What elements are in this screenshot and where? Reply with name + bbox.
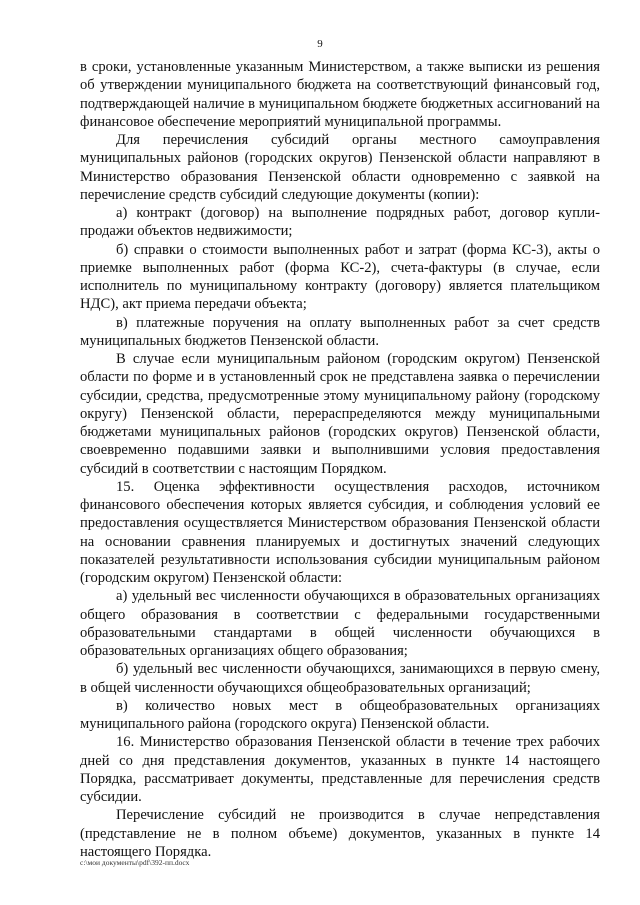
paragraph-7: 15. Оценка эффективности осуществления расходов, источником финансового обеспечения которых является субсидия, и соблюдения условий ее предоставления осуществляется Министерством образования Пензенской области на основании сравнения планируемых и достигнутых значений следующих показателей результативности использования субсидии муниципальным районом (городским округом) Пензенской области: [80, 478, 600, 586]
paragraph-8: а) удельный вес численности обучающихся в образовательных организациях общего образования в соответствии с федеральными государственными образовательными стандартами в общей численности обучающихся в образовательных организациях общего образования; [80, 588, 600, 659]
paragraph-11: 16. Министерство образования Пензенской области в течение трех рабочих дней со дня представления документов, указанных в пункте 14 настоящего Порядка, рассматривает документы, представленные для перечисления средств субсидии. [80, 734, 600, 805]
paragraph-9: б) удельный вес численности обучающихся, занимающихся в первую смену, в общей численности обучающихся общеобразовательных организаций; [80, 661, 600, 696]
paragraph-2: Для перечисления субсидий органы местного самоуправления муниципальных районов (городских округов) Пензенской области направляют в Министерство образования Пензенской области одновременно с заявкой на перечисление средств субсидий следующие документы (копии): [80, 132, 600, 203]
paragraph-1: в сроки, установленные указанным Министерством, а также выписки из решения об утверждении муниципального бюджета на соответствующий финансовый год, подтверждающей наличие в муниципальном бюджете бюджетных ассигнований на финансовое обеспечение мероприятий муниципальной программы. [80, 59, 600, 130]
body-text [80, 58, 600, 861]
file-path-footer: c:\мои документы\pdf\392-пп.docx [80, 858, 190, 867]
page-number: 9 [317, 38, 323, 50]
paragraph-5: в) платежные поручения на оплату выполненных работ за счет средств муниципальных бюджетов Пензенской области. [80, 314, 600, 349]
paragraph-4: б) справки о стоимости выполненных работ и затрат (форма КС-3), акты о приемке выполненных работ (форма КС-2), счета-фактуры (в случае, если исполнитель по муниципальному контракту (договору) является плательщиком НДС), акт приема передачи объекта; [80, 241, 600, 313]
paragraph-10: в) количество новых мест в общеобразовательных организациях муниципального района (городского округа) Пензенской области. [80, 697, 600, 732]
paragraph-12: Перечисление субсидий не производится в случае непредставления (представление не в полном объеме) документов, указанных в пункте 14 настоящего Порядка. [80, 807, 600, 860]
paragraph-6: В случае если муниципальным районом (городским округом) Пензенской области по форме и в установленный срок не представлена заявка о перечислении субсидии, средства, предусмотренные этому муниципальному району (городскому округу) Пензенской области, перераспределяются между муниципальными бюджетами муниципальных районов (городских округов) Пензенской области, своевременно подавшими заявки и выполнившими условия предоставления субсидий в соответствии с настоящим Порядком. [80, 351, 600, 477]
paragraph-3: а) контракт (договор) на выполнение подрядных работ, договор купли-продажи объектов недвижимости; [80, 205, 600, 240]
